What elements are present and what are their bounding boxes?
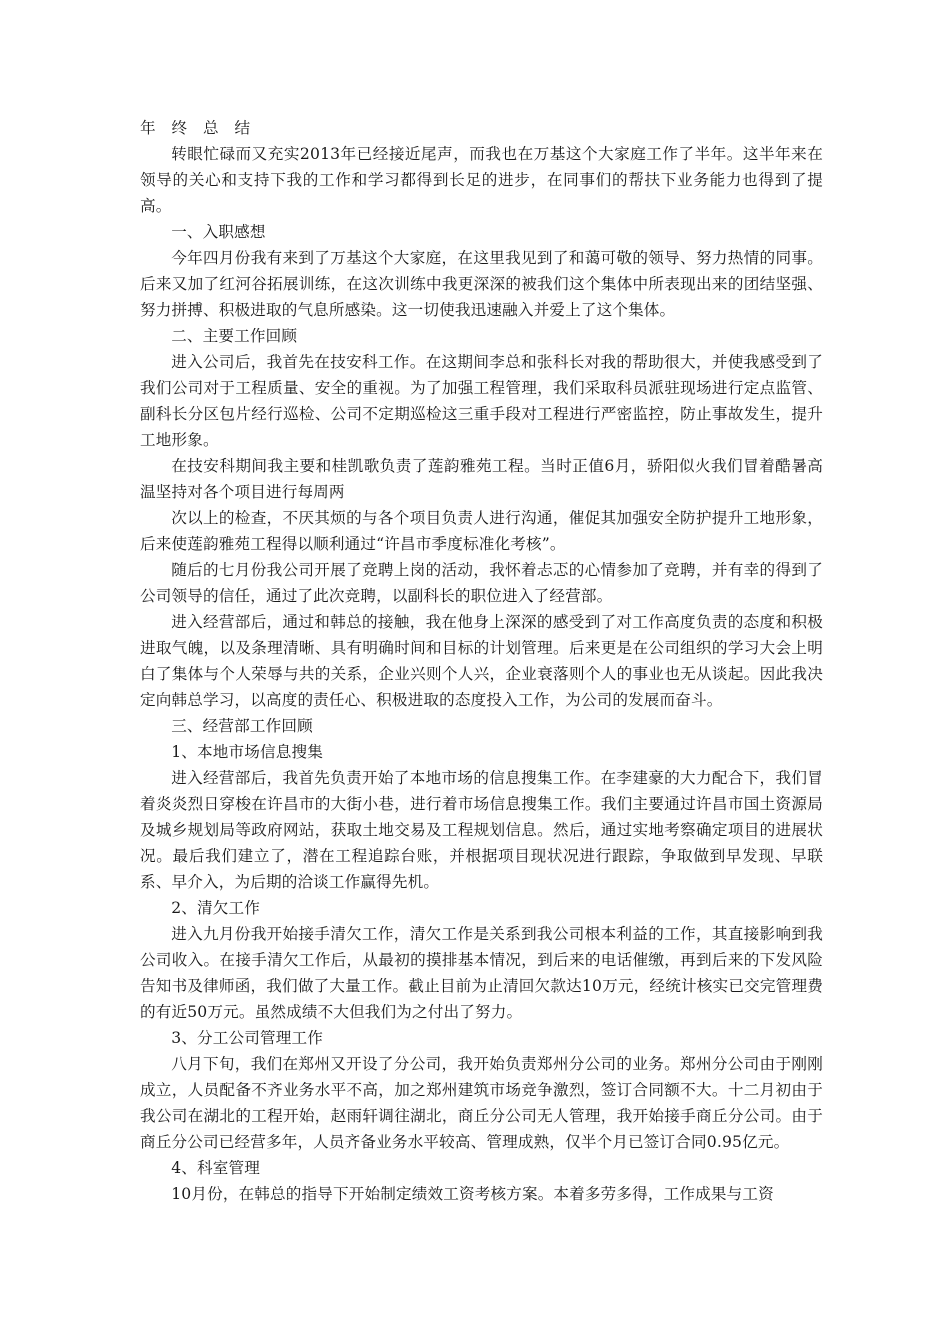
section-heading-business-dept: 三、经营部工作回顾	[171, 717, 313, 735]
subsection-heading: 1、本地市场信息搜集	[171, 743, 323, 761]
paragraph: 进入经营部后，通过和韩总的接触，我在他身上深深的感受到了对工作高度负责的态度和积极进取气魄，以及条理清晰、具有明确时间和目标的计划管理。后来更是在公司组织的学习大会上明白了集体与个人荣辱与共的关系，企业兴则个人兴，企业衰落则个人的事业也无从谈起。因此我决定向韩总学习，以高度的责任心、积极进取的态度投入工作，为公司的发展而奋斗。	[140, 613, 823, 709]
paragraph: 进入经营部后，我首先负责开始了本地市场的信息搜集工作。在李建豪的大力配合下，我们冒着炎炎烈日穿梭在许昌市的大街小巷，进行着市场信息搜集工作。我们主要通过许昌市国土资源局及城乡规划局等政府网站，获取土地交易及工程规划信息。然后，通过实地考察确定项目的进展状况。最后我们建立了，潜在工程追踪台账，并根据项目现状况进行跟踪，争取做到早发现、早联系、早介入，为后期的洽谈工作赢得先机。	[140, 769, 823, 891]
document-title: 年 终 总 结	[140, 119, 251, 137]
paragraph: 进入九月份我开始接手清欠工作，清欠工作是关系到我公司根本利益的工作，其直接影响到我公司收入。在接手清欠工作后，从最初的摸排基本情况，到后来的电话催缴，再到后来的下发风险告知书及律师函，我们做了大量工作。截止目前为止清回欠款达10万元，经统计核实已交完管理费的有近50万元。虽然成绩不大但我们为之付出了努力。	[140, 925, 823, 1021]
paragraph: 进入公司后，我首先在技安科工作。在这期间李总和张科长对我的帮助很大，并使我感受到了我们公司对于工程质量、安全的重视。为了加强工程管理，我们采取科员派驻现场进行定点监管、副科长分区包片经行巡检、公司不定期巡检这三重手段对工程进行严密监控，防止事故发生，提升工地形象。	[140, 353, 823, 449]
section-heading-onboarding: 一、入职感想	[171, 223, 266, 241]
paragraph: 10月份，在韩总的指导下开始制定绩效工资考核方案。本着多劳多得，工作成果与工资	[171, 1185, 774, 1203]
document-body	[140, 115, 823, 1207]
section-heading-work-review: 二、主要工作回顾	[171, 327, 298, 345]
paragraph: 在技安科期间我主要和桂凯歌负责了莲韵雅苑工程。当时正值6月，骄阳似火我们冒着酷暑高温坚持对各个项目进行每周两	[140, 457, 823, 501]
subsection-heading: 2、清欠工作	[171, 899, 260, 917]
intro-paragraph: 转眼忙碌而又充实2013年已经接近尾声，而我也在万基这个大家庭工作了半年。这半年来在领导的关心和支持下我的工作和学习都得到长足的进步，在同事们的帮扶下业务能力也得到了提高。	[140, 145, 823, 215]
paragraph: 八月下旬，我们在郑州又开设了分公司，我开始负责郑州分公司的业务。郑州分公司由于刚刚成立，人员配备不齐业务水平不高，加之郑州建筑市场竞争激烈，签订合同额不大。十二月初由于我公司在湖北的工程开始，赵雨轩调往湖北，商丘分公司无人管理，我开始接手商丘分公司。由于商丘分公司已经营多年，人员齐备业务水平较高、管理成熟，仅半个月已签订合同0.95亿元。	[140, 1055, 823, 1151]
paragraph: 次以上的检查，不厌其烦的与各个项目负责人进行沟通，催促其加强安全防护提升工地形象，后来使莲韵雅苑工程得以顺利通过“许昌市季度标准化考核”。	[140, 509, 823, 553]
paragraph: 随后的七月份我公司开展了竞聘上岗的活动，我怀着忐忑的心情参加了竞聘，并有幸的得到了公司领导的信任，通过了此次竞聘，以副科长的职位进入了经营部。	[140, 561, 823, 605]
subsection-heading: 4、科室管理	[171, 1159, 260, 1177]
paragraph: 今年四月份我有来到了万基这个大家庭，在这里我见到了和蔼可敬的领导、努力热情的同事。后来又加了红河谷拓展训练，在这次训练中我更深深的被我们这个集体中所表现出来的团结坚强、努力拼搏、积极进取的气息所感染。这一切使我迅速融入并爱上了这个集体。	[140, 249, 823, 319]
subsection-heading: 3、分工公司管理工作	[171, 1029, 323, 1047]
